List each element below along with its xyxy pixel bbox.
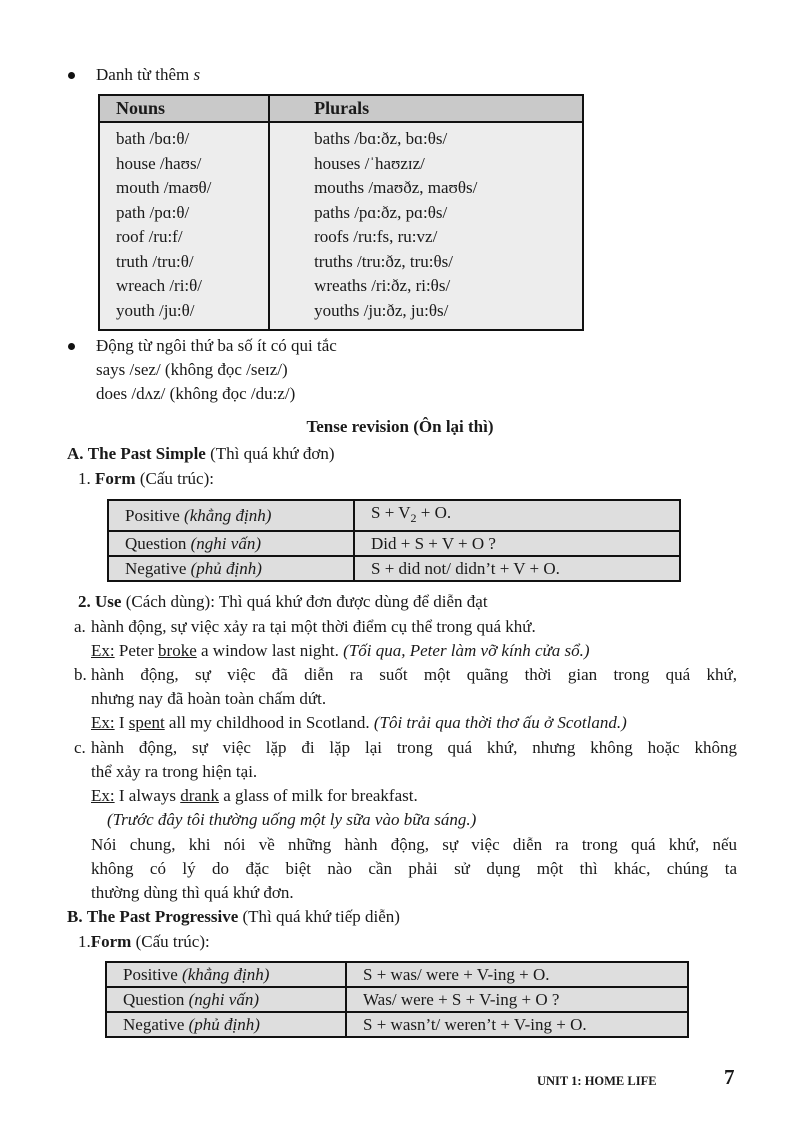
noun-cell: house /haʊs/ [116, 153, 202, 173]
label-vi: (phủ định) [190, 559, 262, 578]
past-progressive-form-table [105, 961, 689, 1038]
section-title: Tense revision (Ôn lại thì) [306, 417, 494, 436]
label-en: Negative [125, 559, 187, 578]
item-marker: c. [74, 738, 86, 757]
item-a-text: hành động, sự việc xảy ra tại một thời điểm cụ thể trong quá khứ. [91, 617, 536, 636]
form-heading [78, 931, 210, 953]
note-line: không có lý do đặc biệt nào cần phải sử dụng một thì khác, chúng ta [91, 859, 737, 878]
label-vi: (phủ định) [188, 1015, 260, 1034]
nouns-column [99, 122, 269, 330]
label-en: Positive [125, 506, 180, 525]
example-a [91, 640, 590, 662]
noun-cell: path /pɑ:θ/ [116, 202, 190, 222]
bullet-heading: Động từ ngôi thứ ba số ít có qui tắc [96, 336, 337, 355]
part-b-heading [67, 906, 400, 928]
use-heading [78, 591, 488, 613]
form-label-vi: (Cấu trúc): [139, 469, 214, 488]
noun-cell: roof /ru:f/ [116, 227, 183, 246]
label-en: Negative [123, 1015, 185, 1034]
bullet-text: Danh từ thêm [96, 65, 190, 84]
ex-text: a window last night. [196, 641, 344, 660]
ex-translation: (Tối qua, Peter làm vỡ kính cửa sổ.) [343, 641, 590, 660]
part-title: The Past Simple [87, 444, 206, 463]
formula: + O. [416, 503, 452, 522]
formula: S + V [371, 503, 411, 522]
ex-text: a glass of milk for breakfast. [218, 786, 418, 805]
page-number: 7 [724, 1065, 735, 1089]
plural-cell: paths /pɑ:ðz, pɑ:θs/ [314, 202, 448, 222]
header-nouns: Nouns [99, 95, 269, 122]
bullet-suffix: s [193, 65, 201, 84]
table-row [108, 531, 680, 556]
row-label [106, 962, 346, 987]
row-formula: Was/ were + S + V-ing + O ? [346, 987, 688, 1012]
ex-translation: (Tôi trải qua thời thơ ấu ở Scotland.) [373, 713, 627, 732]
ex-verb: broke [158, 641, 197, 660]
example-c [91, 785, 418, 807]
bullet-heading [96, 64, 200, 86]
use-text: (Cách dùng): Thì quá khứ đơn được dùng để diễn đạt [125, 592, 488, 611]
plural-cell: youths /ju:ðz, ju:θs/ [314, 300, 449, 320]
table-row [106, 962, 688, 987]
plurals-table [98, 94, 584, 331]
item-marker: a. [74, 617, 86, 636]
example-b [91, 712, 627, 734]
formula-subscript: 2 [410, 511, 417, 525]
noun-cell: youth /ju:θ/ [116, 300, 195, 320]
plural-cell: truths /tru:ðz, tru:θs/ [314, 251, 454, 271]
form-label-vi: (Cấu trúc): [135, 932, 210, 951]
plural-cell: wreaths /ri:ðz, ri:θs/ [314, 276, 451, 295]
bullet-icon [68, 343, 75, 350]
form-number: 1. [78, 932, 91, 951]
row-formula: S + was/ were + V-ing + O. [346, 962, 688, 987]
row-formula [354, 500, 680, 531]
part-a-heading [67, 443, 335, 465]
item-b-text: hành động, sự việc đã diễn ra suốt một quãng thời gian trong quá khứ, [91, 665, 737, 684]
row-label [108, 500, 354, 531]
plural-cell: mouths /maʊðz, maʊθs/ [314, 178, 478, 197]
noun-cell: truth /tru:θ/ [116, 251, 194, 271]
label-en: Question [123, 990, 185, 1009]
row-formula: S + did not/ didn’t + V + O. [354, 556, 680, 581]
form-label: Form [95, 469, 136, 488]
example-line: says /sez/ (không đọc /seɪz/) [96, 360, 288, 379]
note-line: Nói chung, khi nói về những hành động, sự việc diễn ra trong quá khứ, nếu [91, 835, 737, 854]
ex-text: all my childhood in Scotland. [164, 713, 374, 732]
label-en: Positive [123, 965, 178, 984]
form-label: Form [90, 932, 132, 951]
header-plurals: Plurals [269, 95, 583, 122]
label-vi: (khẳng định) [182, 965, 270, 984]
ex-label: Ex: [91, 786, 115, 805]
example-line: does /dʌz/ (không đọc /du:z/) [96, 384, 296, 403]
table-row [108, 556, 680, 581]
table-row [106, 987, 688, 1012]
noun-cell: bath /bɑ:θ/ [116, 129, 190, 148]
plural-cell: baths /bɑ:ðz, bɑ:θs/ [314, 129, 448, 148]
ex-text: I always [114, 786, 181, 805]
past-simple-form-table [107, 499, 681, 582]
note-line: thường dùng thì quá khứ đơn. [91, 883, 294, 902]
part-title-vi: (Thì quá khứ tiếp diễn) [242, 907, 400, 926]
table-row [108, 500, 680, 531]
ex-label: Ex: [91, 713, 115, 732]
label-en: Question [125, 534, 187, 553]
row-label [108, 556, 354, 581]
item-c-text: hành động, sự việc lặp đi lặp lại trong quá khứ, nhưng không hoặc không [91, 738, 737, 757]
part-title-vi: (Thì quá khứ đơn) [210, 444, 335, 463]
row-label [106, 987, 346, 1012]
footer-unit: UNIT 1: HOME LIFE [537, 1074, 657, 1088]
label-vi: (nghi vấn) [190, 534, 261, 553]
ex-text: I [114, 713, 129, 732]
label-vi: (nghi vấn) [188, 990, 259, 1009]
plural-cell: roofs /ru:fs, ru:vz/ [314, 227, 438, 246]
plural-cell: houses /ˈhaʊzɪz/ [314, 153, 425, 173]
use-number: 2. [78, 592, 91, 611]
part-letter: A. [67, 444, 84, 463]
noun-cell: mouth /maʊθ/ [116, 178, 212, 197]
part-title: The Past Progressive [86, 907, 239, 926]
ex-translation: (Trước đây tôi thường uống một ly sữa vào bữa sáng.) [107, 810, 477, 829]
use-label: Use [95, 592, 122, 611]
row-formula: Did + S + V + O ? [354, 531, 680, 556]
row-label [106, 1012, 346, 1037]
part-letter: B. [67, 907, 83, 926]
ex-verb: drank [180, 786, 219, 805]
table-row [106, 1012, 688, 1037]
row-formula: S + wasn’t/ weren’t + V-ing + O. [346, 1012, 688, 1037]
form-number: 1. [78, 469, 91, 488]
noun-cell: wreach /ri:θ/ [116, 276, 203, 295]
bullet-icon [68, 72, 75, 79]
plurals-column [269, 122, 583, 330]
form-heading [78, 468, 214, 490]
ex-verb: spent [128, 713, 165, 732]
row-label [108, 531, 354, 556]
item-marker: b. [74, 665, 87, 684]
item-c-text: thể xảy ra trong hiện tại. [91, 762, 258, 781]
ex-label: Ex: [91, 641, 115, 660]
label-vi: (khẳng định) [184, 506, 272, 525]
item-b-text: nhưng nay đã hoàn toàn chấm dứt. [91, 689, 327, 708]
ex-text: Peter [114, 641, 159, 660]
